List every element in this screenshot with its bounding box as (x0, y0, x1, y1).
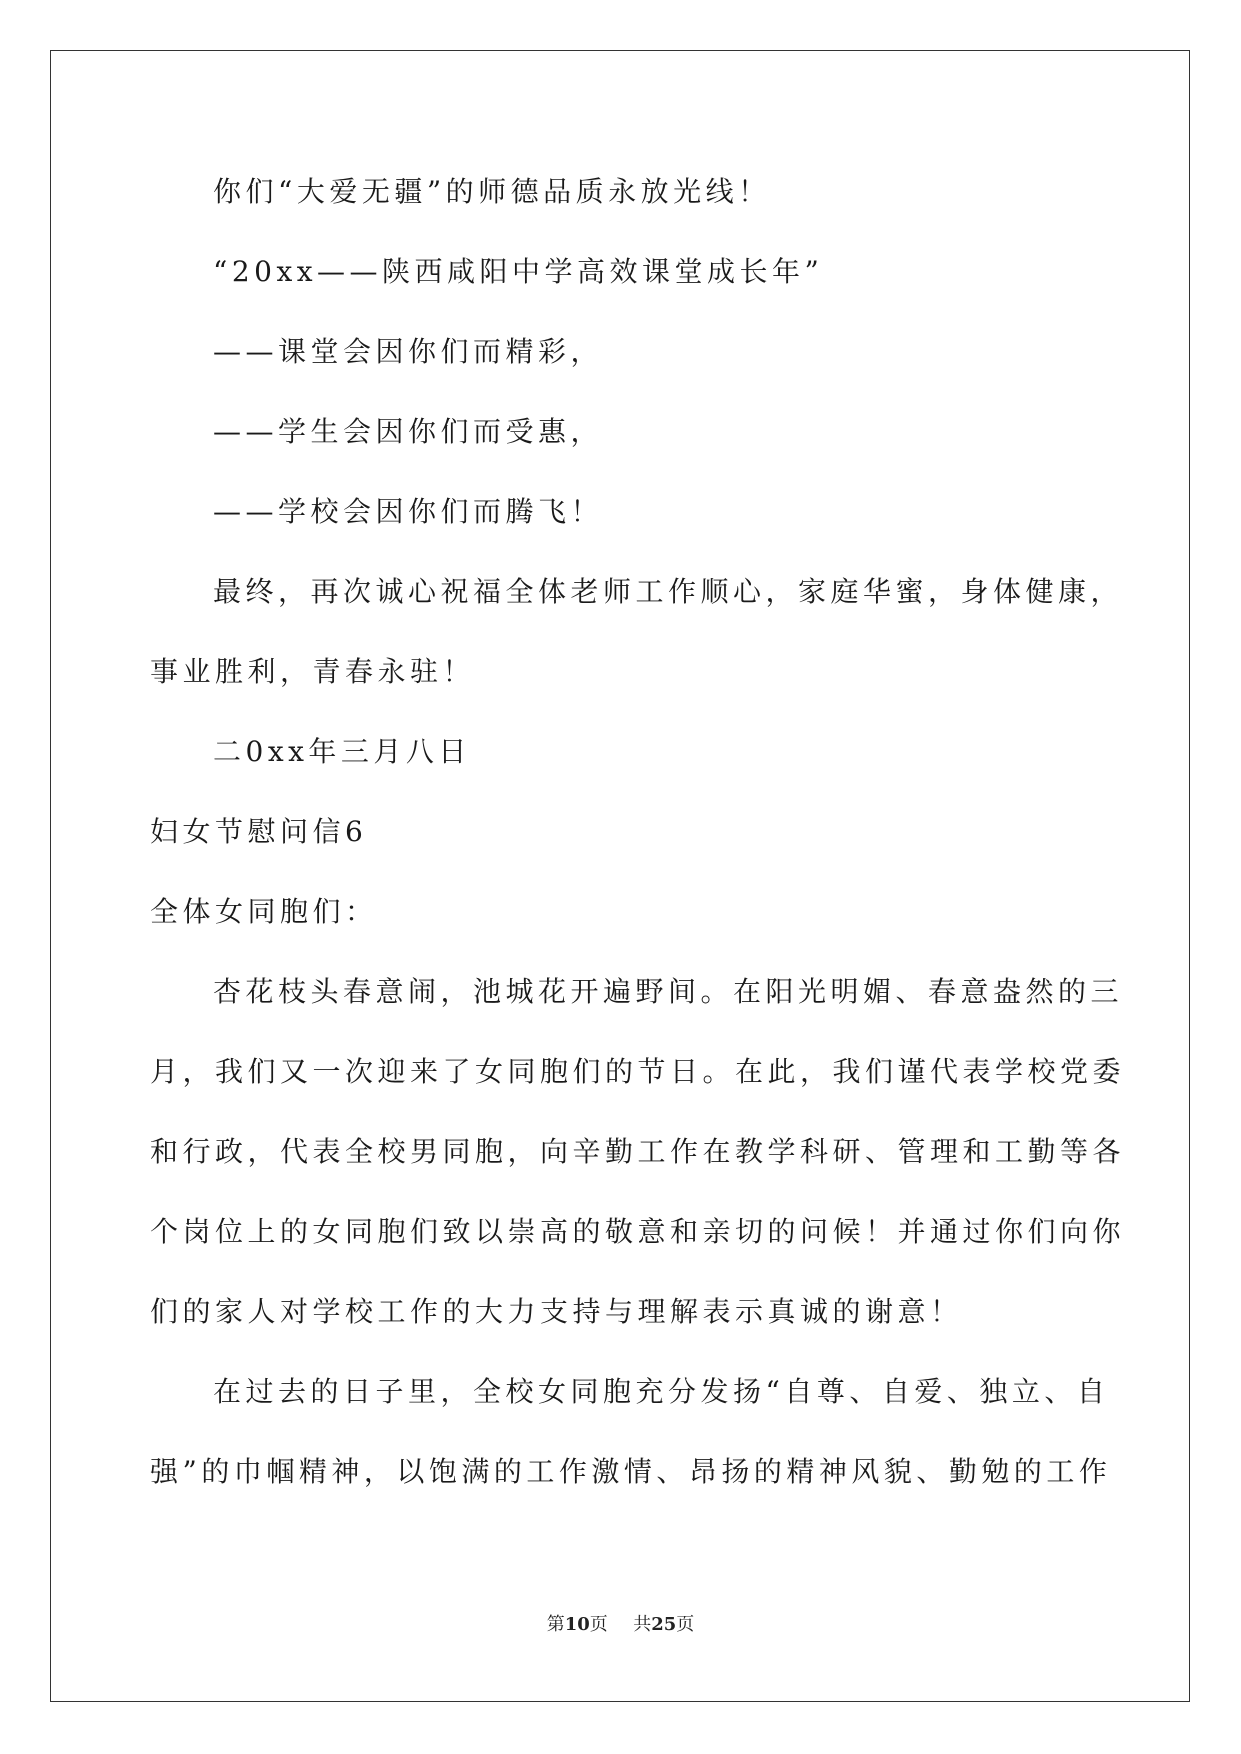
text-line: 最终，再次诚心祝福全体老师工作顺心，家庭华蜜，身体健康， (213, 575, 1124, 608)
page-unit: 页 (589, 1614, 608, 1635)
text-line: 在过去的日子里，全校女同胞充分发扬“自尊、自爱、独立、自 (213, 1375, 1110, 1408)
current-page-number: 10 (564, 1614, 590, 1635)
text-line: 和行政，代表全校男同胞，向辛勤工作在教学科研、管理和工勤等各 (150, 1135, 1126, 1168)
text-line: 强”的巾帼精神，以饱满的工作激情、昂扬的精神风貌、勤勉的工作 (150, 1455, 1112, 1488)
text-line: 事业胜利，青春永驻！ (150, 655, 476, 688)
text-line: 月，我们又一次迎来了女同胞们的节日。在此，我们谨代表学校党委 (150, 1055, 1126, 1088)
text-line: ——学生会因你们而受惠， (213, 415, 604, 448)
text-line: 你们“大爱无疆”的师德品质永放光线！ (213, 175, 771, 208)
text-line: ——课堂会因你们而精彩， (213, 335, 604, 368)
page-prefix: 第 (546, 1614, 565, 1635)
total-page-count: 25 (651, 1614, 677, 1635)
text-line: “20xx——陕西咸阳中学高效课堂成长年” (213, 255, 824, 288)
date-line: 二0xx年三月八日 (213, 735, 471, 768)
total-unit: 页 (676, 1614, 695, 1635)
page-footer (0, 1613, 1241, 1637)
total-prefix: 共 (633, 1614, 652, 1635)
text-line: 们的家人对学校工作的大力支持与理解表示真诚的谢意！ (150, 1295, 963, 1328)
text-line: ——学校会因你们而腾飞！ (213, 495, 604, 528)
section-title: 妇女节慰问信6 (150, 815, 368, 848)
salutation: 全体女同胞们： (150, 895, 378, 928)
text-line: 个岗位上的女同胞们致以崇高的敬意和亲切的问候！并通过你们向你 (150, 1215, 1126, 1248)
text-line: 杏花枝头春意闹，池城花开遍野间。在阳光明媚、春意盎然的三 (213, 975, 1124, 1008)
